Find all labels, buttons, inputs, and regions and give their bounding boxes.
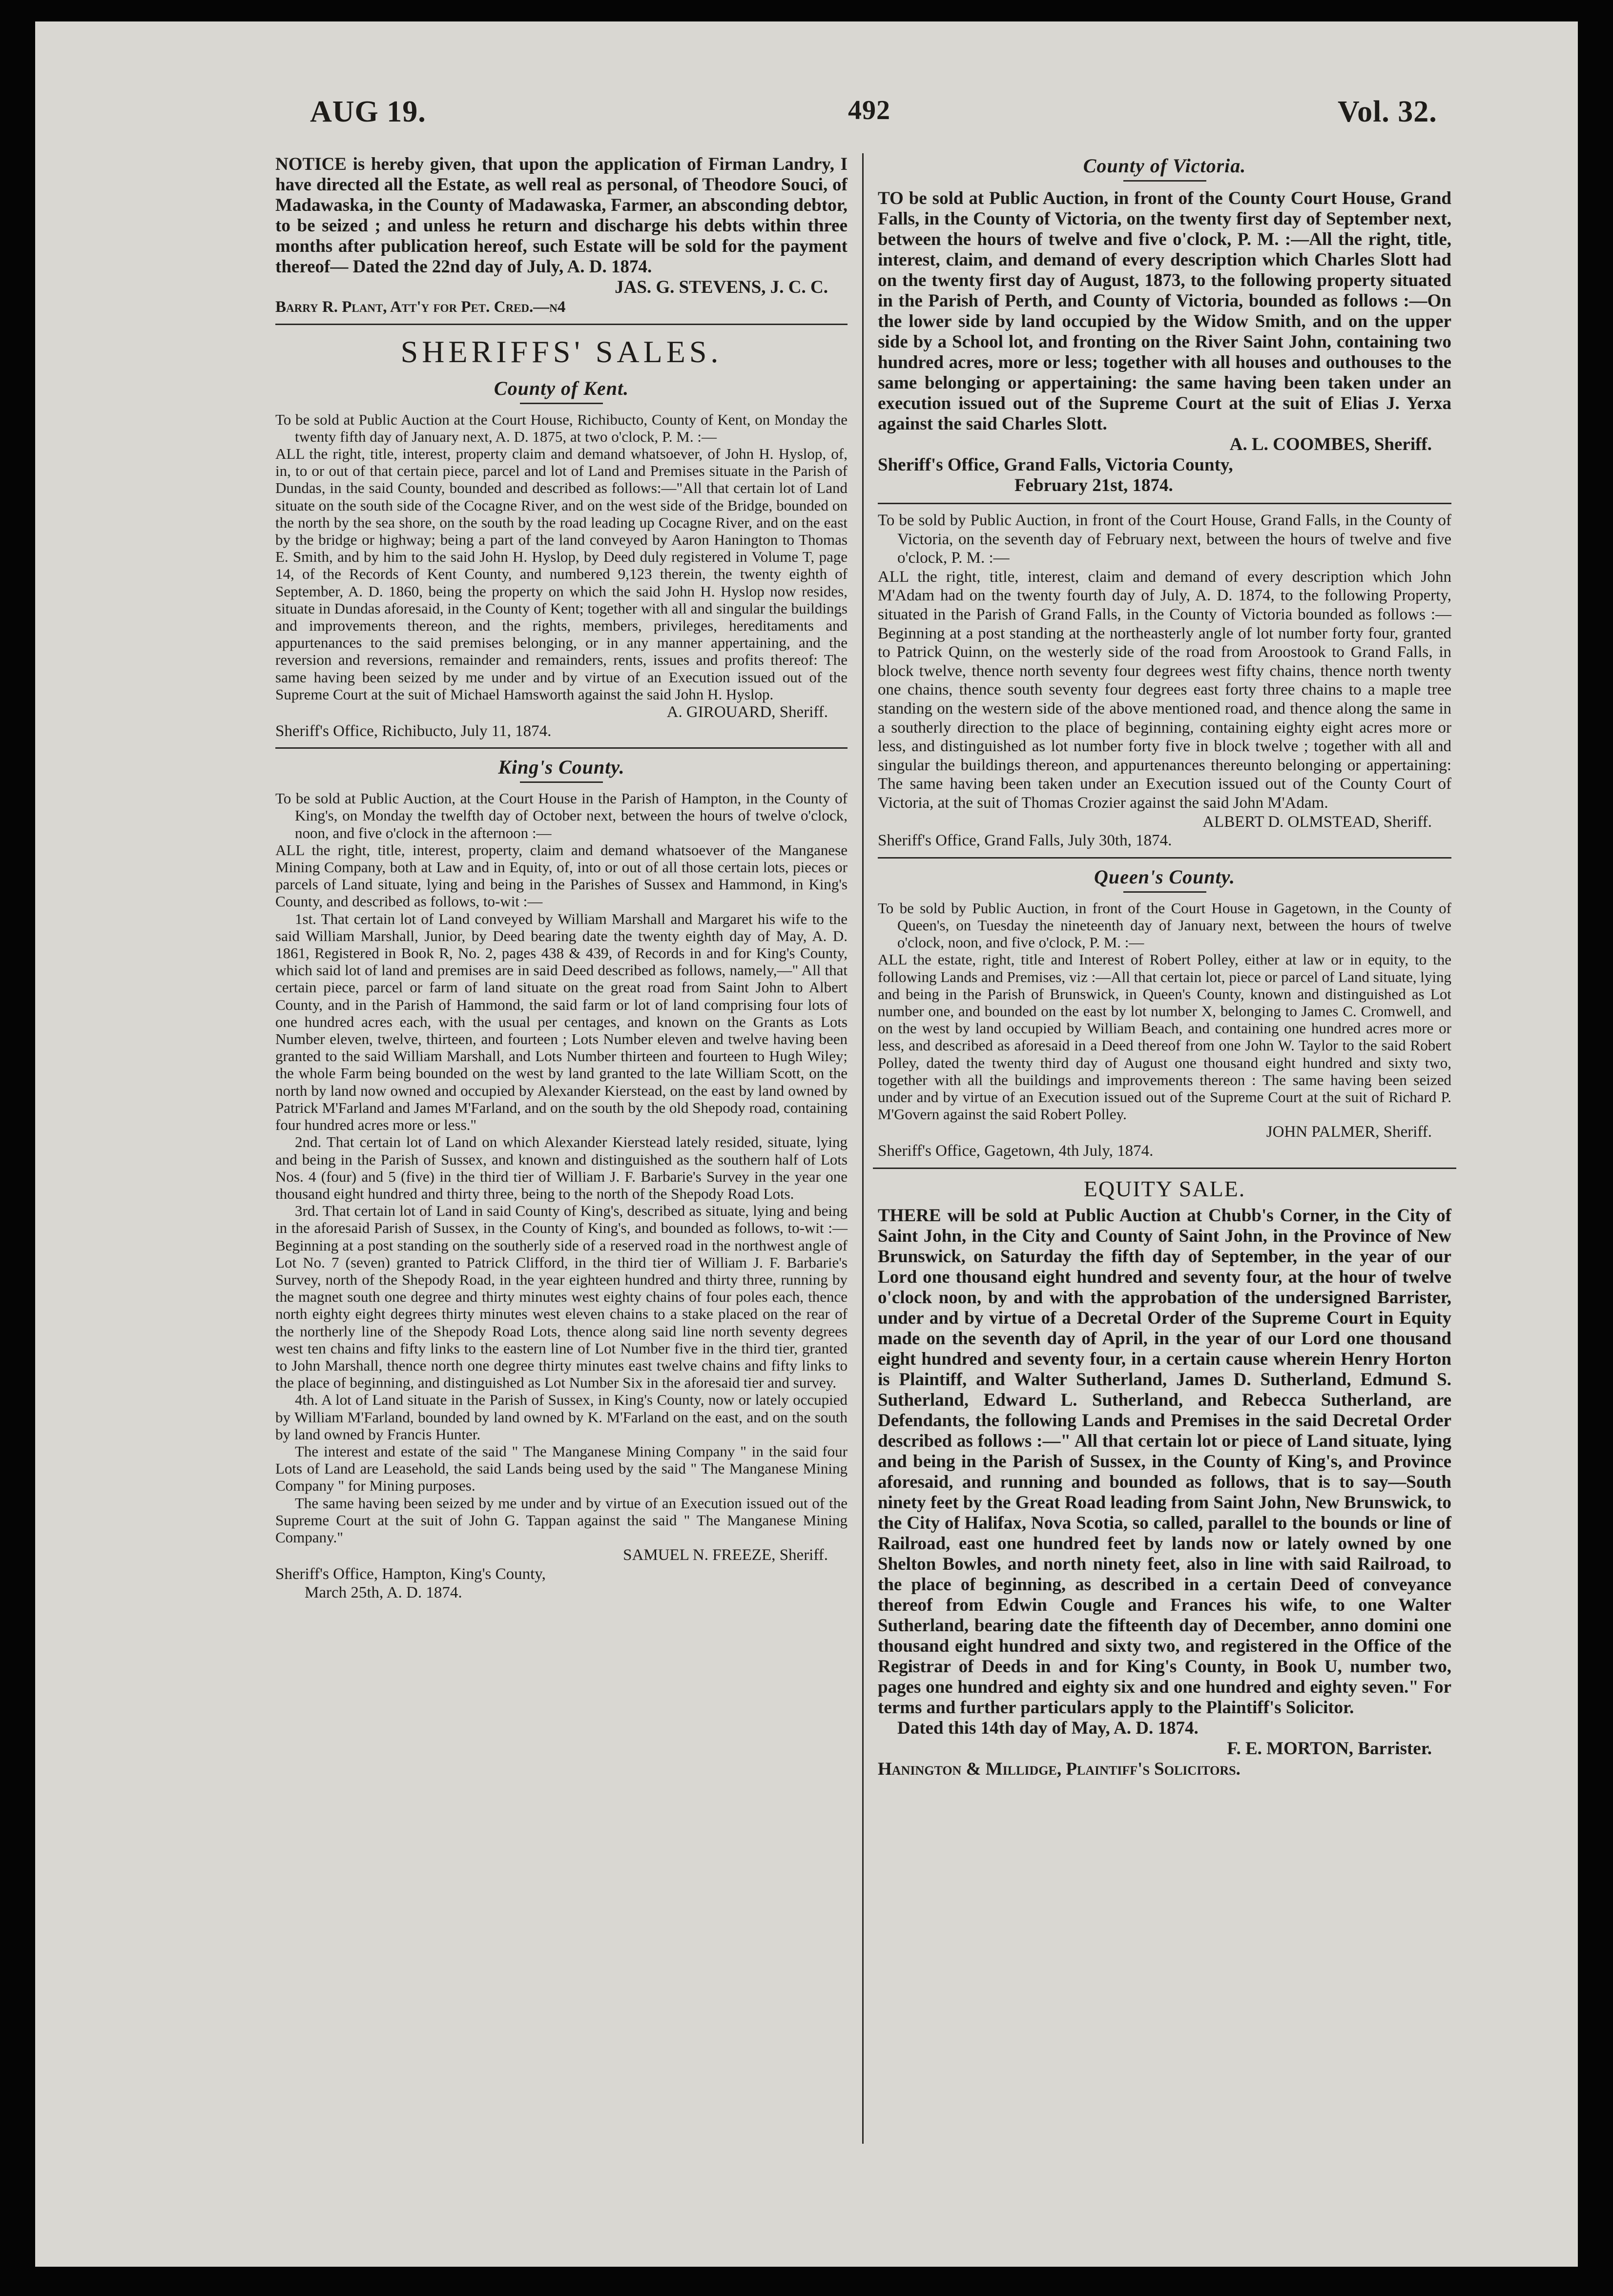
kent-county-sale: [275, 377, 848, 741]
left-column: [275, 154, 848, 1602]
queens-office: Sheriff's Office, Gagetown, 4th July, 1874.: [878, 1142, 1154, 1160]
equity-solicitors: Hanington & Millidge, Plaintiff's Solicitors.: [878, 1759, 1241, 1779]
right-column: [878, 154, 1451, 1780]
kent-office: Sheriff's Office, Richibucto, July 11, 1874.: [275, 722, 552, 740]
issue-date: AUG 19.: [310, 95, 426, 128]
queens-county-heading: Queen's County.: [1094, 865, 1236, 888]
victoria-sale-1-office-line-1: Sheriff's Office, Grand Falls, Victoria County,: [878, 455, 1233, 475]
heading-rule: [1123, 891, 1206, 893]
notice-signature: JAS. G. STEVENS, J. C. C.: [615, 277, 828, 297]
section-rule: [275, 747, 848, 749]
kent-body: ALL the right, title, interest, property claim and demand whatsoever, of John H. Hyslop, of, in, to or out of that certain piece, parcel and lot of Land and Premises situate in the Parish of Dundas, in the said County, bounded and described as follows:—"All that certain lot of Land situate on the south side of the Cocagne River, and on the west side of the Bridge, bounded on the north by the sea shore, on the south by the road leading up Cocagne River, and on the east by the bridge or highway; being a part of the land conveyed by Aaron Hanington to Thomas E. Smith, and by him to the said John H. Hyslop, by Deed duly registered in Volume T, page 14, of the Records of Kent County, and numbered 9,123 therein, the twenty eighth of September, A. D. 1860, being the property on which the said John H. Hyslop now resides, situate in Dundas aforesaid, in the County of Kent; together with all and singular the buildings and improvements thereon, and the rights, members, privileges, hereditaments and appurtenances to the said premises belonging, or in any manner appertaining, and the reversion and reversions, remainder and remainders, rents, issues and profits thereof: The same having been seized by me under and by virtue of an Execution issued out of the Supreme Court at the suit of Michael Hamsworth against the said John H. Hyslop.: [275, 445, 848, 703]
kings-county-sale: [275, 756, 848, 1602]
newspaper-page: [35, 21, 1578, 2267]
equity-sale-title: EQUITY SALE.: [1083, 1176, 1246, 1201]
kings-seized: The same having been seized by me under and by virtue of an Execution issued out of the Supreme Court at the suit of John G. Tappan against the said " The Manganese Mining Company.": [275, 1494, 848, 1546]
volume-number: Vol. 32.: [1338, 95, 1437, 128]
notice-attorney: Barry R. Plant, Att'y for Pet. Cred.—n4: [275, 298, 566, 316]
section-rule: [878, 857, 1451, 859]
victoria-sale-2-intro: To be sold by Public Auction, in front of the Court House, Grand Falls, in the County of Victoria, on the seventh day of February next, between the hours of twelve and five o'clock, P. M. :—: [878, 512, 1451, 567]
notice-body: NOTICE is hereby given, that upon the application of Firman Landry, I have directed all the Estate, as well real as personal, of Theodore Souci, of Madawaska, in the County of Madawaska, Farmer, an absconding debtor, to be seized ; and unless he return and discharge his debts within three months after publication hereof, such Estate will be sold for the payment thereof— Dated the 22nd day of July, A. D. 1874.: [275, 154, 848, 277]
heading-rule: [520, 781, 603, 783]
kings-interest: The interest and estate of the said " The Manganese Mining Company " in the said four Lots of Land are Leasehold, the said Lands being used by the said " The Manganese Mining Company " for Mining purposes.: [275, 1442, 848, 1495]
kings-lot-3: 3rd. That certain lot of Land in said County of King's, described as situate, lying and being in the aforesaid Parish of Sussex, in the County of King's, and bounded as follows, to-wit :—Beginning at a post standing on the southerly side of a reserved road in the northwest angle of Lot No. 7 (seven) granted to Patrick Clifford, in the third tier of William J. F. Barbarie's Survey, north of the Shepody Road, in the year eighteen hundred and thirty three, running by the magnet south one degree and thirty minutes west eighty chains of four poles each, thence north eighty eight degrees thirty minutes west eleven chains to a stake placed on the rear of the northerly line of the Shepody Road Lots, thence along said line north seventy degrees west ten chains and fifty links to the eastern line of Lot Number five in the third tier, granted to John Marshall, thence north one degree thirty minutes east twelve chains and fifty links to the place of beginning, and distinguished as Lot Number Six in the aforesaid tier and survey.: [275, 1202, 848, 1392]
victoria-sale-1-body: TO be sold at Public Auction, in front of the County Court House, Grand Falls, in the County of Victoria, on the twenty first day of September next, between the hours of twelve and five o'clock, P. M. :—All the right, title, interest, claim, and demand of every description which Charles Slott had on the twenty first day of August, 1873, to the following property situated in the Parish of Perth, and County of Victoria, bounded as follows :—On the lower side by land occupied by the Widow Smith, and on the upper side by a School lot, and fronting on the River Saint John, containing two hundred acres, more or less; together with all houses and outhouses to the same belonging or appertaining: the same having been taken under an execution issued out of the Supreme Court at the suit of Elias J. Yerxa against the said Charles Slott.: [878, 188, 1451, 434]
section-rule: [878, 503, 1451, 504]
kent-signature: A. GIROUARD, Sheriff.: [666, 703, 828, 721]
victoria-county-sales: [878, 154, 1451, 850]
queens-body: ALL the estate, right, title and Interest of Robert Polley, either at law or in equity, to the following Lands and Premises, viz :—All that certain lot, piece or parcel of Land situate, lying and being in the Parish of Brunswick, in Queen's County, known and distinguished as Lot number one, and bounded on the east by lot number X, belonging to James C. Cromwell, and on the west by land occupied by William Beach, and containing one hundred acres more or less, and described as aforesaid in a Deed thereof from one John W. Taylor to the said Robert Polley, dated the twenty third day of August one thousand eight hundred and sixty two, together with all the buildings and improvements thereon : The same having been seized under and by virtue of an Execution issued out of the Supreme Court at the suit of Richard P. M'Govern against the said Robert Polley.: [878, 951, 1451, 1123]
heading-rule: [520, 403, 603, 404]
column-divider: [862, 153, 864, 2144]
kings-intro: To be sold at Public Auction, at the Court House in the Parish of Hampton, in the County of King's, on Monday the twelfth day of October next, between the hours of twelve o'clock, noon, and five o'clock in the afternoon :—: [275, 790, 848, 841]
heading-rule: [1123, 180, 1206, 182]
kings-lot-4: 4th. A lot of Land situate in the Parish of Sussex, in King's County, now or lately occupied by William M'Farland, bounded by land owned by K. M'Farland on the east, and on the south by land owned by Francis Hunter.: [275, 1391, 848, 1443]
sheriffs-sales-title: SHERIFFS' SALES.: [400, 334, 723, 369]
page-number: 492: [848, 95, 890, 125]
equity-sale: [878, 1176, 1451, 1780]
kings-office-line-2: March 25th, A. D. 1874.: [305, 1584, 462, 1602]
section-rule: [275, 324, 848, 325]
kings-county-heading: King's County.: [498, 756, 625, 779]
kings-office-line-1: Sheriff's Office, Hampton, King's County,: [275, 1565, 546, 1583]
victoria-county-heading: County of Victoria.: [1083, 155, 1246, 177]
equity-dated: Dated this 14th day of May, A. D. 1874.: [897, 1718, 1199, 1738]
queens-intro: To be sold by Public Auction, in front of the Court House in Gagetown, in the County of Queen's, on Tuesday the nineteenth day of January next, between the hours of twelve o'clock, noon, and five o'clock, P. M. :—: [878, 899, 1451, 951]
absconding-debtor-notice: [275, 154, 848, 317]
equity-signature: F. E. MORTON, Barrister.: [1227, 1738, 1432, 1759]
victoria-sale-2-office: Sheriff's Office, Grand Falls, July 30th, 1874.: [878, 832, 1172, 850]
queens-county-sale: [878, 865, 1451, 1161]
victoria-sale-2-signature: ALBERT D. OLMSTEAD, Sheriff.: [1202, 813, 1432, 831]
victoria-sale-1-office-line-2: February 21st, 1874.: [1014, 475, 1173, 495]
queens-signature: JOHN PALMER, Sheriff.: [1266, 1123, 1432, 1141]
victoria-sale-2-body: ALL the right, title, interest, claim and demand of every description which John M'Adam had on the twenty fourth day of July, A. D. 1874, to the following Property, situated in the Parish of Grand Falls, in the County of Victoria bounded as follows :—Beginning at a post standing at the northeasterly angle of lot number forty four, granted to Patrick Quinn, on the westerly side of the road from Aroostook to Grand Falls, in block twelve, thence north seventy four degrees west fifty chains, thence north twenty one chains, thence south seventy four degrees east forty three chains to a maple tree standing on the western side of the above mentioned road, and thence along the same in a southerly direction to the place of beginning, containing eighty eight acres more or less, and distinguished as lot number forty five in block twelve ; together with all and singular the buildings thereon, and appurtenances thereunto belonging or appertaining: The same having been taken under an Execution issued out of the County Court of Victoria, at the suit of Thomas Crozier against the said John M'Adam.: [878, 568, 1451, 812]
kings-lot-1: 1st. That certain lot of Land conveyed by William Marshall and Margaret his wife to the said William Marshall, Junior, by Deed bearing date the twenty eighth day of May, A. D. 1861, Registered in Book R, No. 2, pages 438 & 439, of Records in and for King's County, which said lot of land and premises are in said Deed described as follows, namely,—" All that certain piece, parcel or farm of land situate on the great road from Saint John to Albert County, and in the Parish of Hammond, the said farm or lot of land comprising four lots of one hundred acres each, with the usual per centages, and known on the Grants as Lots Number eleven, twelve, thirteen, and fourteen ; Lots Number eleven and twelve having been granted to the said William Marshall, and Lots Number thirteen and fourteen to Hugh Wiley; the whole Farm being bounded on the west by land granted to the late William Scott, on the north by land now owned and occupied by Alexander Kierstead, on the east by land owned by Patrick M'Farland and James M'Farland, and on the south by the old Shepody road, containing four hundred acres more or less.": [275, 910, 848, 1134]
kings-signature: SAMUEL N. FREEZE, Sheriff.: [623, 1546, 828, 1564]
section-rule: [873, 1168, 1456, 1169]
equity-body: THERE will be sold at Public Auction at Chubb's Corner, in the City of Saint John, in the City and County of Saint John, in the Province of New Brunswick, on Saturday the fifth day of September, in the year of our Lord one thousand eight hundred and seventy four, at the hour of twelve o'clock noon, by and with the approbation of the undersigned Barrister, under and by virtue of a Decretal Order of the Supreme Court in Equity made on the seventh day of April, in the year of our Lord one thousand eight hundred and seventy four, in a certain cause wherein Henry Horton is Plaintiff, and Walter Sutherland, James D. Sutherland, Edmund S. Sutherland, Edward L. Sutherland, and Rebecca Sutherland, are Defendants, the following Lands and Premises in the said Decretal Order described as follows :—" All that certain lot or piece of Land situate, lying and being in the Parish of Sussex, in the County of King's, and Province aforesaid, and running and bounded as follows, that is to say—South ninety feet by the Great Road leading from Saint John, New Brunswick, to the City of Halifax, Nova Scotia, so called, parallel to the bounds or line of Railroad, east one hundred feet by lands now or lately owned by one Shelton Bowles, and north ninety feet, also in line with said Railroad, to the place of beginning, as described in a certain Deed of conveyance thereof from Edwin Cougle and Frances his wife, to one Walter Sutherland, bearing date the fifteenth day of December, anno domini one thousand eight hundred and sixty two, and registered in the Office of the Registrar of Deeds in and for King's County, in Book U, number two, pages one hundred and eighty six and one hundred and eighty seven." For terms and further particulars apply to the Plaintiff's Solicitor.: [878, 1205, 1451, 1718]
kent-county-heading: County of Kent.: [494, 377, 629, 399]
kings-lot-2: 2nd. That certain lot of Land on which Alexander Kierstead lately resided, situate, lying and being in the Parish of Sussex, and known and distinguished as the southern half of Lots Nos. 4 (four) and 5 (five) in the third tier of William J. F. Barbarie's Survey in the year one thousand eight hundred and thirty three, being to the north of the Shepody Road Lots.: [275, 1133, 848, 1202]
victoria-sale-1-signature: A. L. COOMBES, Sheriff.: [1229, 434, 1432, 454]
kent-intro: To be sold at Public Auction at the Court House, Richibucto, County of Kent, on Monday the twenty fifth day of January next, A. D. 1875, at two o'clock, P. M. :—: [275, 410, 848, 445]
kings-body: ALL the right, title, interest, property, claim and demand whatsoever of the Manganese Mining Company, both at Law and in Equity, of, into or out of all those certain lots, pieces or parcels of Land situate, lying and being in the Parishes of Sussex and Hammond, in King's County, and described as follows, to-wit :—: [275, 841, 848, 910]
